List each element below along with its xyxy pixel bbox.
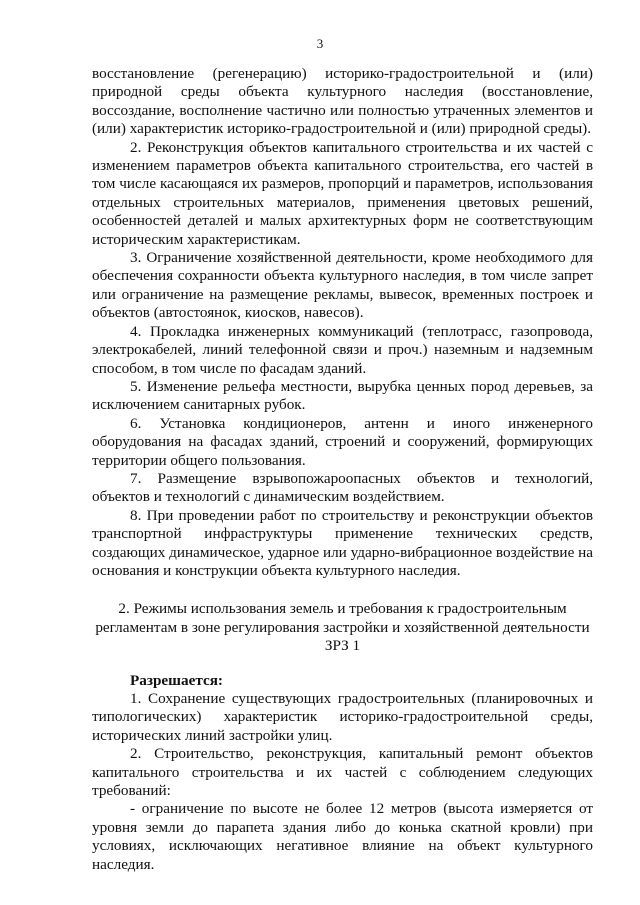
page-number: 3 [316, 36, 324, 51]
paragraph-item-3: 3. Ограничение хозяйственной деятельности, кроме необходимого для обеспечения сохранности объекта культурного наследия, в том числе запрет или ограничение на размещение рекламы, вывесок, временных построек и объектов (автостоянок, киосков, навесов). [92, 249, 593, 322]
paragraph-item-2: 2. Реконструкция объектов капитального строительства и их частей с изменением параметров объекта капитального строительства, его частей в том числе касающаяся их размеров, пропорций и параметров, использования отдельных строительных материалов, применения цветовых решений, особенностей деталей и малых архитектурных форм не соответствующим историческим характеристикам. [92, 138, 593, 248]
section-title [92, 600, 593, 655]
paragraph-item-5: 5. Изменение рельефа местности, вырубка ценных пород деревьев, за исключением санитарных рубок. [92, 377, 593, 414]
section-title-line-1: 2. Режимы использования земель и требования к градостроительным [118, 600, 567, 618]
paragraph-item-4: 4. Прокладка инженерных коммуникаций (теплотрасс, газопровода, электрокабелей, линий телефонной связи и проч.) наземным и надземным способом, в том числе по фасадам зданий. [92, 322, 593, 377]
allowed-item-1: 1. Сохранение существующих градостроительных (планировочных и типологических) характеристик историко-градостроительной среды, исторических линий застройки улиц. [92, 690, 593, 744]
document-body [92, 65, 593, 874]
section-title-line-3: ЗРЗ 1 [324, 637, 361, 655]
section-title-line-2: регламентам в зоне регулирования застройки и хозяйственной деятельности [95, 618, 590, 636]
allowed-item-2: 2. Строительство, реконструкция, капитальный ремонт объектов капитального строительства и их частей с соблюдением следующих требований: [92, 745, 593, 800]
allowed-item-height-limit: - ограничение по высоте не более 12 метров (высота измеряется от уровня земли до парапета здания либо до конька скатной кровли) при условиях, исключающих негативное влияние на объект культурного наследия. [92, 800, 593, 873]
paragraph-continuation: восстановление (регенерацию) историко-градостроительной и (или) природной среды объекта культурного наследия (восстановление, воссоздание, восполнение частично или полностью утраченных элементов и (или) характеристик историко-градостроительной и (или) природной среды). [92, 65, 593, 138]
paragraph-item-6: 6. Установка кондиционеров, антенн и иного инженерного оборудования на фасадах зданий, строений и сооружений, формирующих территории общего пользования. [92, 414, 593, 469]
paragraph-item-7: 7. Размещение взрывопожароопасных объектов и технологий, объектов и технологий с динамическим воздействием. [92, 469, 593, 506]
allowed-label: Разрешается: [130, 671, 223, 689]
paragraph-item-8: 8. При проведении работ по строительству и реконструкции объектов транспортной инфраструктуры применение технических средств, создающих динамическое, ударное или ударно-вибрационное воздействие на основания и конструкции объекта культурного наследия. [92, 506, 593, 579]
